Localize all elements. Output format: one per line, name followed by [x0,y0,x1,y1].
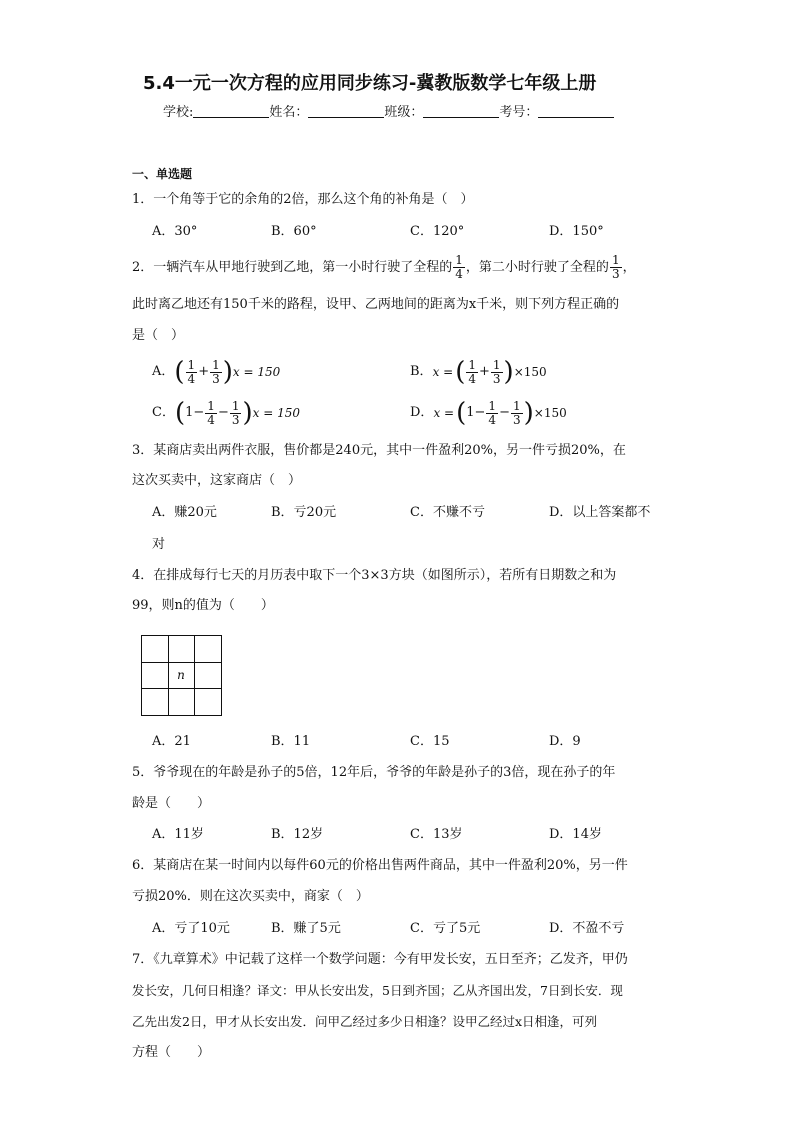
exam-no-label: 考号： [499,105,539,120]
grid-cell [168,688,195,715]
name-label: 姓名： [269,105,309,120]
q6-option-c[interactable]: C．亏了5元 [410,921,481,936]
q4-option-c[interactable]: C．15 [410,734,450,749]
q5-option-c[interactable]: C．13岁 [410,827,463,842]
q2-stem-line2: 此时离乙地还有150千米的路程，设甲、乙两地间的距离为x千米，则下列方程正确的 [132,297,620,312]
q2-stem-part2: ，第二小时行驶了全程的 [465,259,609,275]
q2-option-b[interactable]: B． x = ( $\frac{1}{4}$ + $\frac{1}{3}$ ) ×150 [410,357,547,387]
grid-cell [194,662,221,689]
q5-stem-line1: 5．爷爷现在的年龄是孙子的5倍，12年后，爷爷的年龄是孙子的3倍，现在孙子的年 [132,765,616,780]
school-blank[interactable] [193,104,269,118]
q3-stem-line1: 3．某商店卖出两件衣服，售价都是240元，其中一件盈利20%，另一件亏损20%，在 [132,443,626,458]
q3-stem-line2: 这次买卖中，这家商店（ ） [132,473,302,488]
q3-option-d-wrap: 对 [152,537,166,552]
q7-stem-line3: 乙先出发2日，甲才从长安出发．问甲乙经过多少日相逢？设甲乙经过x日相逢，可列 [132,1014,598,1029]
grid-cell [142,636,169,663]
q1-option-a[interactable]: A．30° [152,224,198,239]
q4-stem-line1: 4．在排成每行七天的月历表中取下一个3×3方块（如图所示），若所有日期数之和为 [132,568,617,583]
q2-stem-line1 [132,254,636,281]
q2-stem-line3: 是（ ） [132,328,185,343]
grid-cell-center: n [168,662,195,689]
page-title: 5.4一元一次方程的应用同步练习-冀教版数学七年级上册 [143,73,597,94]
q1-option-b[interactable]: B．60° [271,224,317,239]
class-blank[interactable] [423,104,499,118]
q7-stem-line2: 发长安，几何日相逢？译文：甲从长安出发，5日到齐国；乙从齐国出发，7日到长安．现 [132,983,623,998]
q3-option-d[interactable]: D．以上答案都不 [549,505,651,520]
q2-stem-part1: 2．一辆汽车从甲地行驶到乙地，第一小时行驶了全程的 [132,259,453,275]
q2-option-d[interactable]: D． x = ( 1 − $\frac{1}{4}$ − $\frac{1}{3}$ ) ×150 [410,398,567,428]
q3-option-b[interactable]: B．亏20元 [271,505,337,520]
name-blank[interactable] [308,104,384,118]
section-heading: 一、单选题 [132,167,193,181]
q3-option-c[interactable]: C．不赚不亏 [410,505,485,520]
q5-option-a[interactable]: A．11岁 [152,827,204,842]
q2-option-c[interactable]: C． ( 1 − $\frac{1}{4}$ − $\frac{1}{3}$ ) x = 150 [152,398,300,428]
q7-stem-line1: 7．《九章算术》中记载了这样一个数学问题：今有甲发长安，五日至齐；乙发齐，甲仍 [132,952,628,967]
q4-option-d[interactable]: D．9 [549,734,581,749]
grid-cell [142,688,169,715]
exam-no-blank[interactable] [538,104,614,118]
q2-stem-part3: ， [622,259,636,275]
q2-frac-third: $\frac{1}{3}$ [611,253,620,281]
q5-option-b[interactable]: B．12岁 [271,827,324,842]
q3-option-a[interactable]: A．赚20元 [152,505,217,520]
q1-option-d[interactable]: D．150° [549,224,604,239]
q6-option-a[interactable]: A．亏了10元 [152,921,230,936]
class-label: 班级： [384,105,424,120]
q1-option-c[interactable]: C．120° [410,224,465,239]
header-fields [163,104,614,121]
grid-cell [194,636,221,663]
q4-option-a[interactable]: A．21 [152,734,191,749]
q7-stem-line4: 方程（ ） [132,1045,211,1060]
q4-option-b[interactable]: B．11 [271,734,311,749]
q6-stem-line1: 6．某商店在某一时间内以每件60元的价格出售两件商品，其中一件盈利20%，另一件 [132,858,628,873]
grid-cell [168,636,195,663]
school-label: 学校: [163,105,194,120]
q5-option-d[interactable]: D．14岁 [549,827,602,842]
q6-option-d[interactable]: D．不盈不亏 [549,921,625,936]
q2-option-a[interactable]: A． ( $\frac{1}{4}$ + $\frac{1}{3}$ ) x = 150 [152,357,281,387]
q6-stem-line2: 亏损20%．则在这次买卖中，商家（ ） [132,889,369,904]
q4-stem-line2: 99，则n的值为（ ） [132,598,274,613]
q1-stem: 1．一个角等于它的余角的2倍，那么这个角的补角是（ ） [132,192,474,207]
calendar-grid-figure [141,635,222,716]
grid-cell [194,688,221,715]
q6-option-b[interactable]: B．赚了5元 [271,921,341,936]
q2-frac-quarter: $\frac{1}{4}$ [455,253,463,281]
q5-stem-line2: 龄是（ ） [132,796,211,811]
grid-cell [142,662,169,689]
